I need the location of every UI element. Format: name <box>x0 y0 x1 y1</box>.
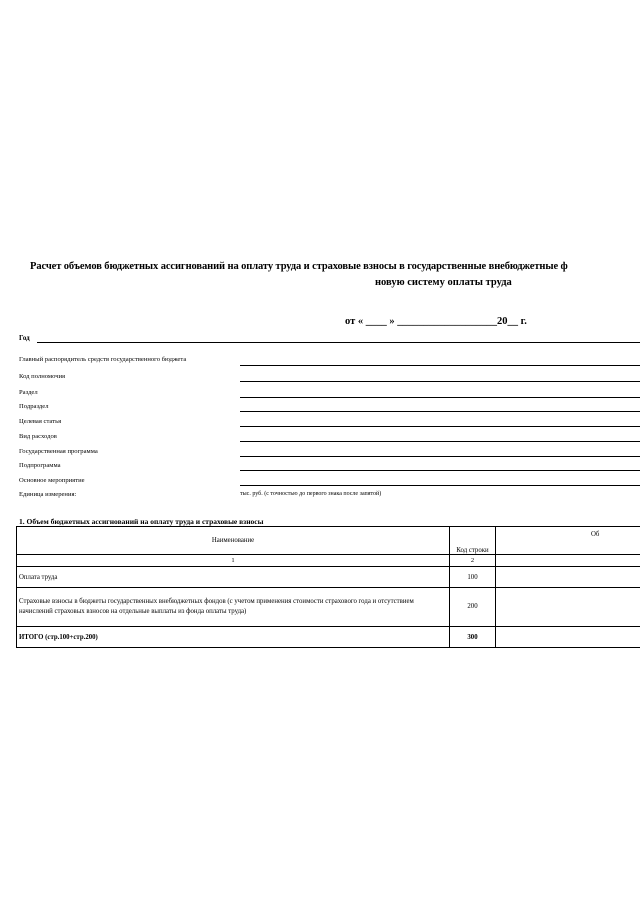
field-label-authority-code: Код полномочия <box>19 373 66 380</box>
row-name: Оплата труда <box>17 567 450 588</box>
column-number-3 <box>496 555 640 567</box>
column-number-1: 1 <box>17 555 450 567</box>
field-line-state-program[interactable] <box>240 456 640 457</box>
row-code: 100 <box>450 567 496 588</box>
unit-value: тыс. руб. (с точностью до первого знака после запятой) <box>240 491 382 497</box>
document-date-line: от « ____ » ___________________20__ г. <box>345 316 527 327</box>
row-name: Страховые взносы в бюджеты государственных внебюджетных фондов (с учетом применения стоимости страхового года и отсутствием начислений страховых взносов на отдельные выплаты из фонда оплаты труда) <box>17 588 450 627</box>
field-line-main-administrator[interactable] <box>240 365 640 366</box>
unit-label: Единица измерения: <box>19 491 77 498</box>
row-name: ИТОГО (стр.100+стр.200) <box>17 627 450 648</box>
field-line-expense-type[interactable] <box>240 441 640 442</box>
column-header-line-code: Код строки <box>450 527 496 555</box>
field-label-expense-type: Вид расходов <box>19 433 57 440</box>
field-label-section: Раздел <box>19 389 38 396</box>
field-line-target-article[interactable] <box>240 426 640 427</box>
row-code: 300 <box>450 627 496 648</box>
field-label-main-activity: Основное мероприятие <box>19 477 85 484</box>
field-label-subprogram: Подпрограмма <box>19 462 61 469</box>
field-line-subsection[interactable] <box>240 411 640 412</box>
field-label-main-administrator: Главный распорядитель средств государственного бюджета <box>19 356 187 363</box>
table-header-row <box>17 527 640 555</box>
field-line-authority-code[interactable] <box>240 381 640 382</box>
document-title-line1: Расчет объемов бюджетных ассигнований на оплату труда и страховые взносы в государственные внебюджетные ф <box>30 261 568 272</box>
allocation-table <box>16 526 640 648</box>
field-line-section[interactable] <box>240 397 640 398</box>
field-label-subsection: Подраздел <box>19 403 49 410</box>
column-header-volume: Об <box>496 527 640 555</box>
field-line-subprogram[interactable] <box>240 470 640 471</box>
table-column-numbers-row <box>17 555 640 567</box>
year-label: Год <box>19 334 30 342</box>
row-value-cell[interactable] <box>496 567 640 588</box>
field-label-target-article: Целевая статья <box>19 418 62 425</box>
section-title: 1. Объем бюджетных ассигнований на оплату труда и страховые взносы <box>19 517 264 526</box>
table-row <box>17 567 640 588</box>
table-row-total <box>17 627 640 648</box>
row-value-cell[interactable] <box>496 588 640 627</box>
field-label-state-program: Государственная программа <box>19 448 98 455</box>
row-value-cell[interactable] <box>496 627 640 648</box>
document-title-line2: новую систему оплаты труда <box>375 277 512 288</box>
row-code: 200 <box>450 588 496 627</box>
table-row <box>17 588 640 627</box>
column-header-name: Наименование <box>17 527 450 555</box>
field-line-main-activity[interactable] <box>240 485 640 486</box>
column-number-2: 2 <box>450 555 496 567</box>
year-field-line[interactable] <box>37 342 640 343</box>
